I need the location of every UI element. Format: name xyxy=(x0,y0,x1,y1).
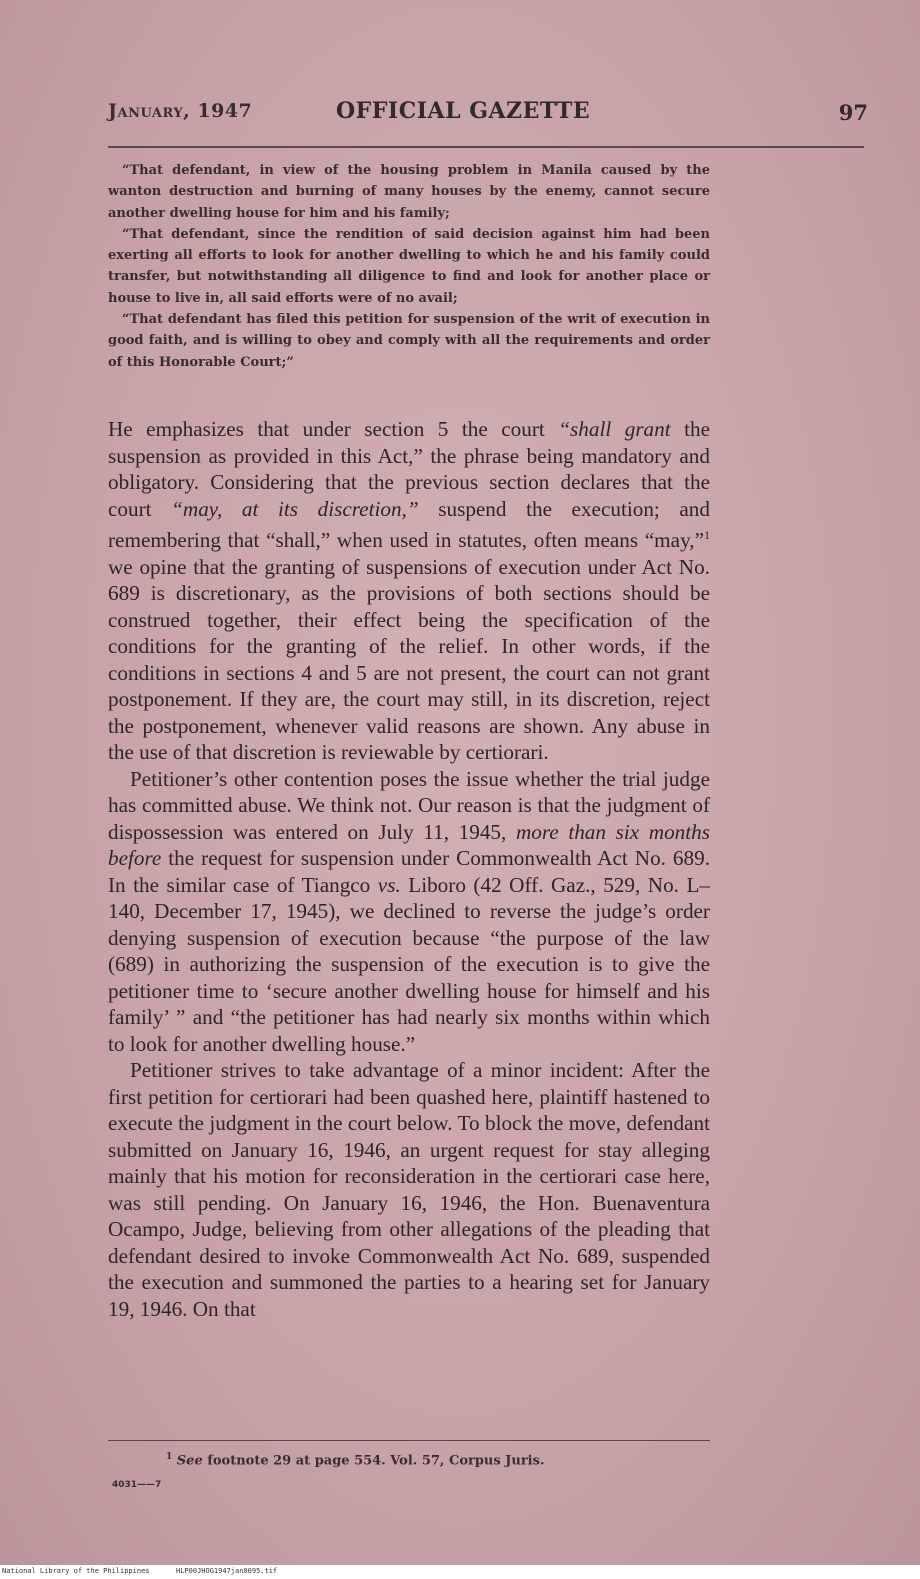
footnote-rule xyxy=(108,1440,710,1441)
page-number: 97 xyxy=(838,100,868,125)
quote-paragraph: “That defendant, since the rendition of said decision against him had been exerting all efforts to look for another dwelling to which he and his family could transfer, but notwithstanding all diligence to find and look for another place or house to live in, all said efforts were of no avail; xyxy=(108,226,710,306)
header-date: January, 1947 xyxy=(108,100,253,122)
header-rule xyxy=(108,146,864,148)
header-title: OFFICIAL GAZETTE xyxy=(336,98,591,124)
body-paragraph-3: Petitioner strives to take advantage of a minor incident: After the first petition for certiorari had been quashed here, plaintiff hastened to execute the judgment in the court below. To block the move, defendant submitted on January 16, 1946, an urgent request for stay alleging mainly that his motion for reconsideration in the certiorari case here, was still pending. On January 16, 1946, the Hon. Buenaventura Ocampo, Judge, believing from other allegations of the pleading that defendant desired to invoke Commonwealth Act No. 689, suspended the execution and summoned the parties to a hearing set for January 19, 1946. On that xyxy=(108,1058,710,1321)
footnote-ref: 1 xyxy=(704,528,710,542)
scan-file-name: HLP00JHOG1947jan0095.tif xyxy=(176,1567,278,1575)
scan-source-label: National Library of the Philippines xyxy=(2,1567,150,1575)
print-code: 4031——7 xyxy=(112,1480,162,1490)
footnote: $^1$ See footnote 29 at page 554. Vol. 57, Corpus Juris. xyxy=(166,1452,545,1469)
body-paragraph-2: Petitioner’s other contention poses the issue whether the trial judge has committed abuse. We think not. Our reason is that the judgment of dispossession was entered on July 11, 1945, more than six months before the request for suspension under Commonwealth Act No. 689. In the similar case of Tiangco vs. Liboro (42 Off. Gaz., 529, No. L–140, December 17, 1945), we declined to reverse the judge’s order denying suspension of execution because “the purpose of the law (689) in authorizing the suspension of the execution is to give the petitioner time to ‘secure another dwelling house for himself and his family’ ” and “the petitioner has had nearly six months within which to look for another dwelling house.” xyxy=(108,766,711,1056)
quote-paragraph: “That defendant, in view of the housing problem in Manila caused by the wanton destruction and burning of many houses by the enemy, cannot secure another dwelling house for him and his family; xyxy=(108,163,710,221)
block-quote xyxy=(108,160,710,373)
body-paragraph-1: He emphasizes that under section 5 the court “shall grant the suspension as provided in this Act,” the phrase being mandatory and obligatory. Considering that the previous section declares that the court “may, at its discretion,” suspend the execution; and remembering that “shall,” when used in statutes, often means “may,”$^1$ we opine that the granting of suspensions of execution under Act No. 689 is discretionary, as the provisions of both sections should be construed together, their effect being the specification of the conditions for the granting of the relief. In other words, if the conditions in sections 4 and 5 are not present, the court can not grant postponement. If they are, the court may still, in its discretion, reject the postponement, whenever valid reasons are shown. Any abuse in the use of that discretion is reviewable by certiorari. xyxy=(108,417,711,765)
body-text xyxy=(108,416,710,1322)
quote-paragraph: “That defendant has filed this petition for suspension of the writ of execution in good faith, and is willing to obey and comply with all the requirements and order of this Honorable Court;” xyxy=(108,312,710,370)
page-header xyxy=(108,100,868,134)
